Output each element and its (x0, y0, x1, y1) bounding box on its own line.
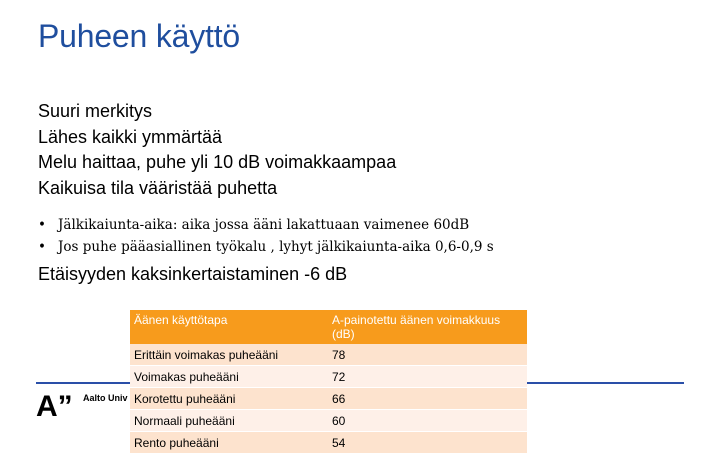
table-row (130, 432, 527, 454)
point-3: Melu haittaa, puhe yli 10 dB voimakkaampaa (38, 152, 397, 173)
table-header-row (130, 310, 527, 344)
sub-points (38, 214, 494, 258)
usage-cell: Korotettu puheääni (130, 388, 328, 410)
column-header-usage: Äänen käyttötapa (130, 310, 328, 344)
table-row (130, 366, 527, 388)
level-cell: 54 (328, 432, 527, 454)
table-row (130, 344, 527, 366)
level-cell: 66 (328, 388, 527, 410)
section-heading: Etäisyyden kaksinkertaistaminen -6 dB (38, 264, 348, 284)
usage-cell: Erittäin voimakas puheääni (130, 344, 328, 366)
speech-level-table (130, 310, 527, 454)
usage-cell: Voimakas puheääni (130, 366, 328, 388)
sub-point-row-1 (38, 214, 494, 236)
usage-cell: Normaali puheääni (130, 410, 328, 432)
sub-point-2: Jos puhe pääasiallinen työkalu , lyhyt jälkikaiunta-aika 0,6-0,9 s (58, 239, 494, 255)
aalto-logo: A” (36, 390, 73, 423)
level-cell: 78 (328, 344, 527, 366)
sub-point-row-2 (38, 236, 494, 258)
point-2: Lähes kaikki ymmärtää (38, 126, 223, 147)
column-header-level: A-painotettu äänen voimakkuus (dB) (328, 310, 527, 344)
point-4: Kaikuisa tila vääristää puhetta (38, 177, 278, 198)
level-cell: 60 (328, 410, 527, 432)
usage-cell: Rento puheääni (130, 432, 328, 454)
logo-wordmark: Aalto Univ (83, 393, 128, 403)
point-1: Suuri merkitys (38, 101, 153, 121)
footer-rule-left (36, 382, 130, 384)
bullet-icon: • (38, 217, 46, 233)
level-cell: 72 (328, 366, 527, 388)
main-points (38, 99, 396, 201)
sub-point-1: Jälkikaiunta-aika: aika jossa ääni lakattuaan vaimenee 60dB (58, 217, 470, 233)
page-title: Puheen käyttö (38, 18, 240, 54)
table-row (130, 388, 527, 410)
footer-rule-right (527, 382, 684, 384)
bullet-icon: • (38, 239, 46, 255)
table-row (130, 410, 527, 432)
